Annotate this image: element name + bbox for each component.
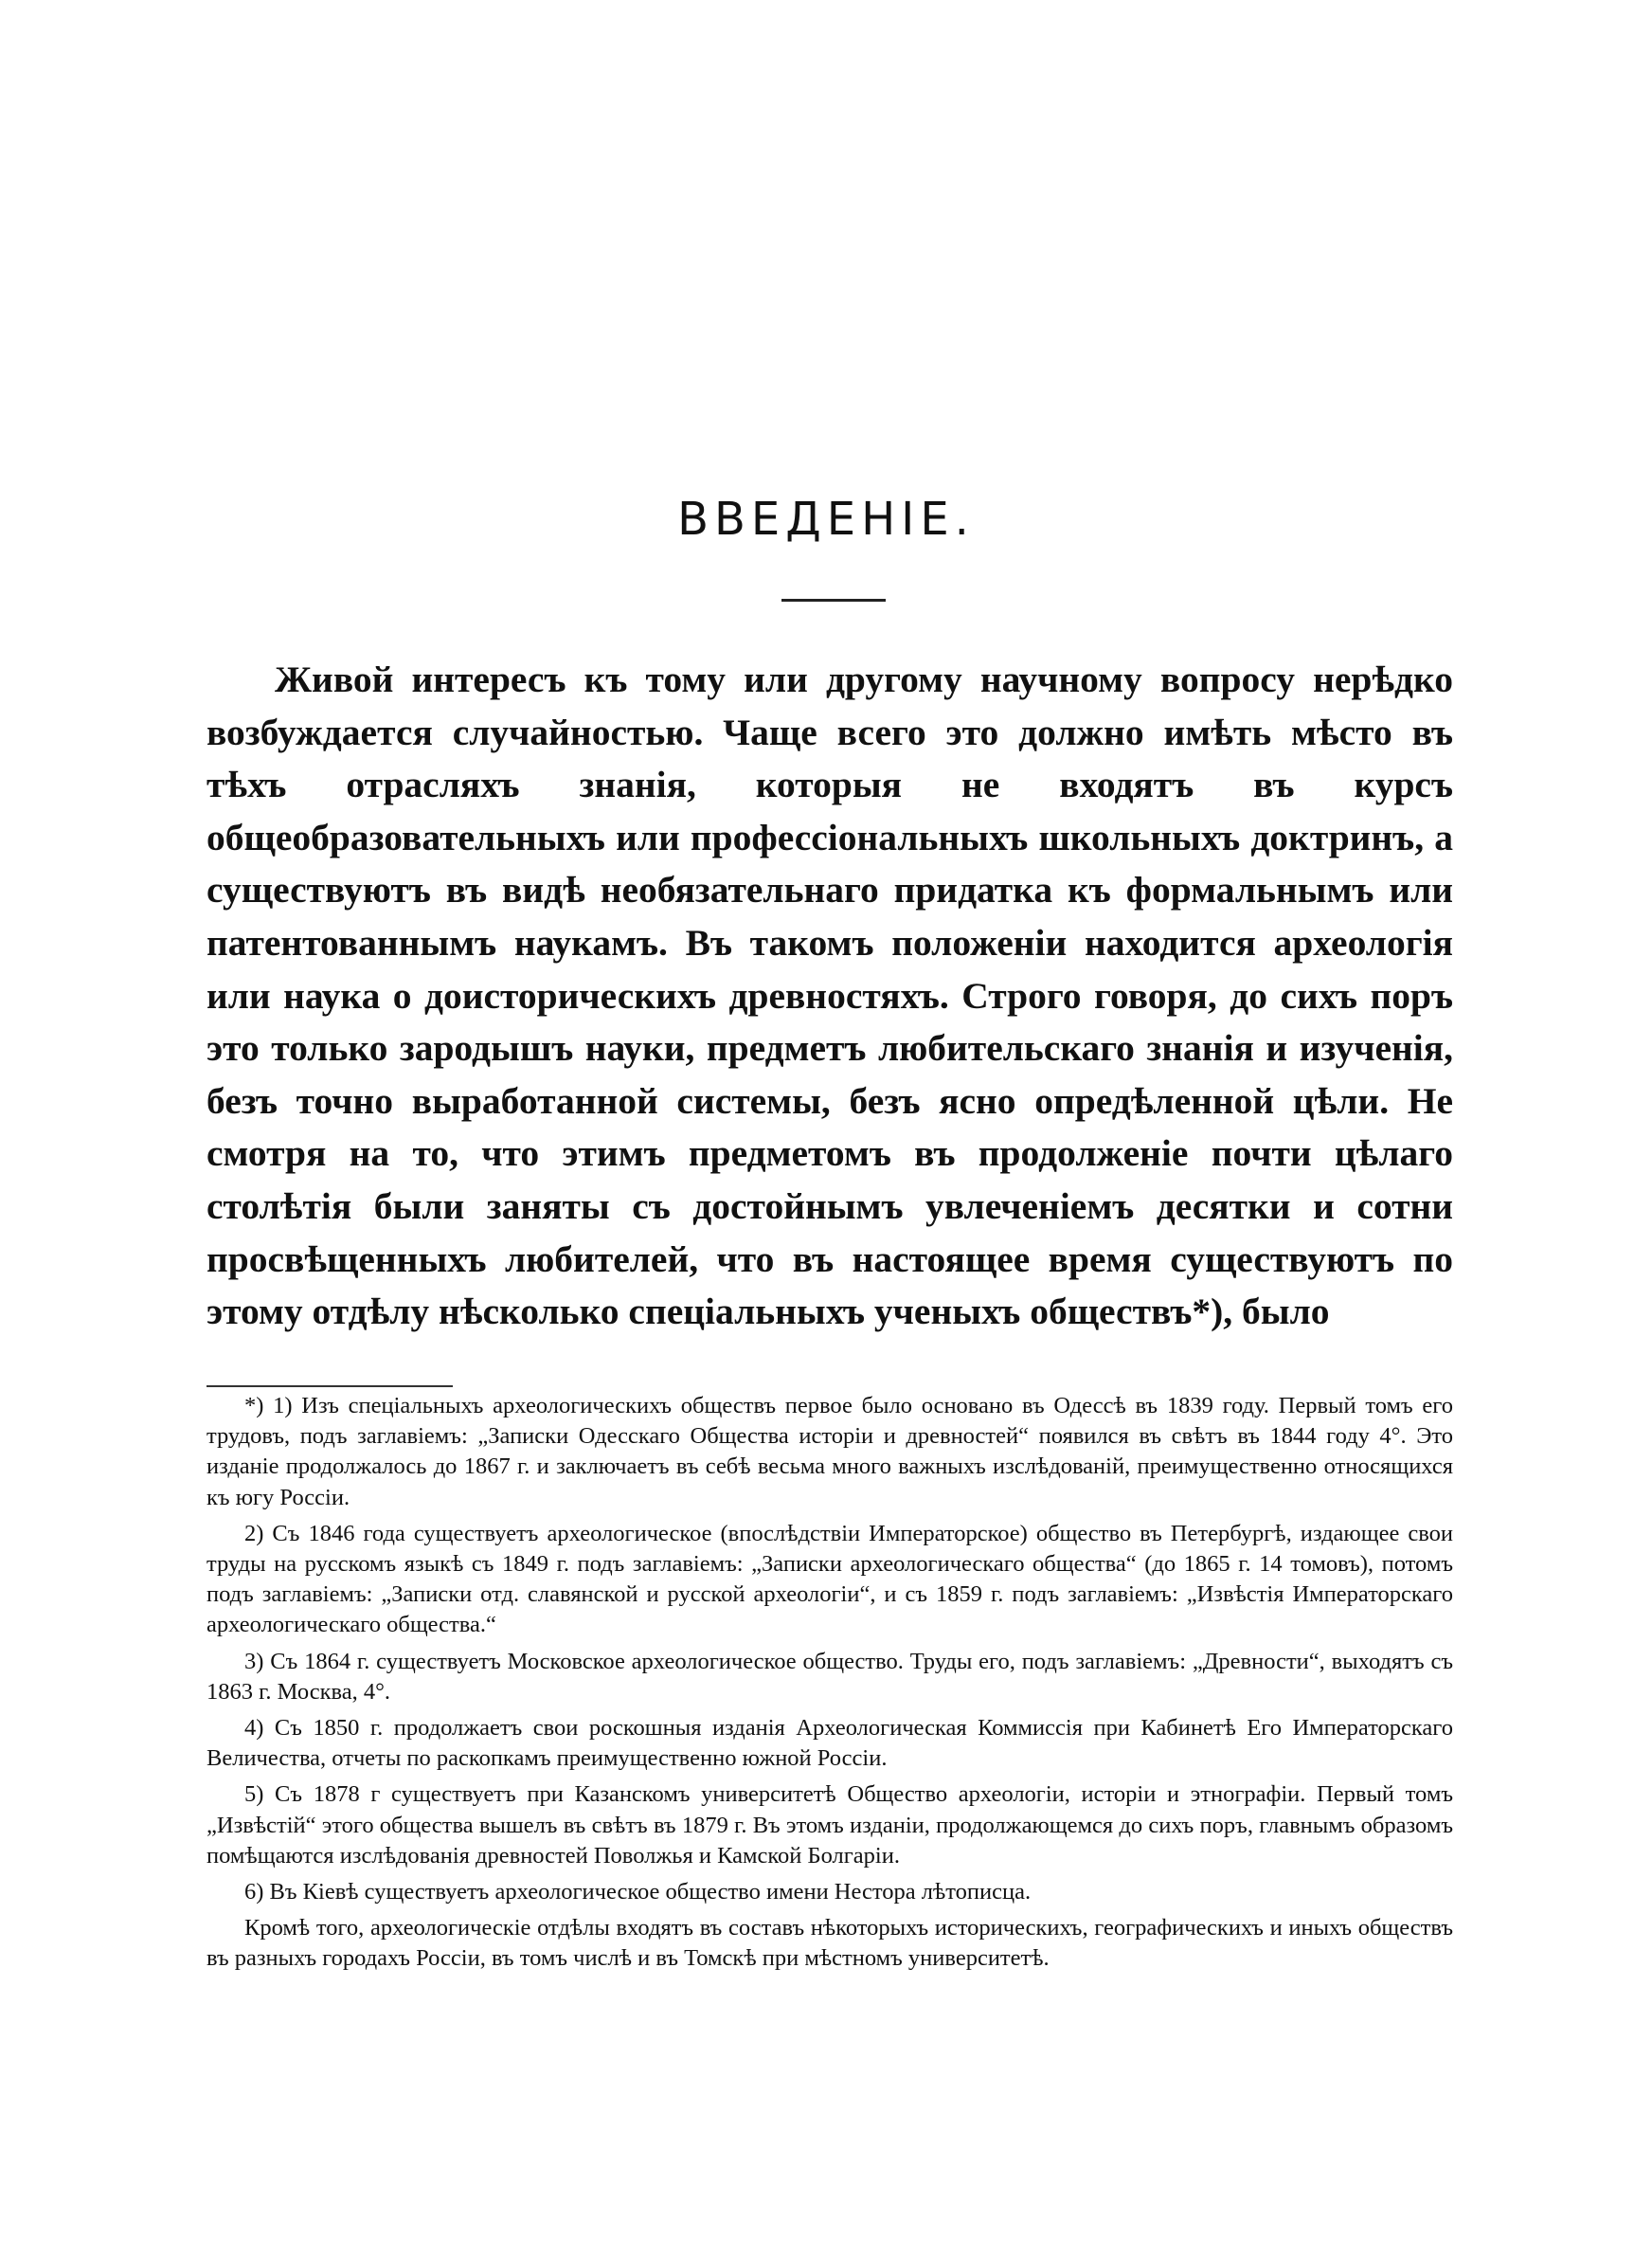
page-title: ВВЕДЕНІЕ. <box>677 493 975 546</box>
footnotes <box>206 1391 1453 1980</box>
footnote-divider <box>206 1385 453 1387</box>
body-paragraph: Живой интересъ къ тому или другому научному вопросу нерѣдко возбуждается случайностью. Чаще всего это должно имѣть мѣсто въ тѣхъ отрасляхъ знанія, которыя не входятъ въ курсъ общеобразовательныхъ или профессіональныхъ школьныхъ доктринъ, а существуютъ въ видѣ необязательнаго придатка къ формальнымъ или патентованнымъ наукамъ. Въ такомъ положеніи находится археологія или наука о доисторическихъ древностяхъ. Строго говоря, до сихъ поръ это только зародышъ науки, предметъ любительскаго знанія и изученія, безъ точно выработанной системы, безъ ясно опредѣленной цѣли. Не смотря на то, что этимъ предметомъ въ продолженіе почти цѣлаго столѣтія были заняты съ достойнымъ увлеченіемъ десятки и сотни просвѣщенныхъ любителей, что въ настоящее время существуютъ по этому отдѣлу нѣсколько спеціальныхъ ученыхъ обществъ*), было <box>206 659 1453 1333</box>
title-divider <box>781 599 886 602</box>
footnote-5: 5) Съ 1878 г существуетъ при Казанскомъ университетѣ Общество археологіи, исторіи и этнографіи. Первый томъ „Извѣстій“ этого общества вышелъ въ свѣтъ въ 1879 г. Въ этомъ изданіи, продолжающемся до сихъ поръ, главнымъ образомъ помѣщаются изслѣдованія древностей Поволжья и Камской Болгаріи. <box>206 1781 1453 1869</box>
footnote-4: 4) Съ 1850 г. продолжаетъ свои роскошныя изданія Археологическая Коммиссія при Кабинетѣ Его Императорскаго Величества, отчеты по раскопкамъ преимущественно южной Россіи. <box>206 1715 1453 1772</box>
footnote-6: 6) Въ Кіевѣ существуетъ археологическое общество имени Нестора лѣтописца. <box>244 1879 1032 1905</box>
footnote-1: *) 1) Изъ спеціальныхъ археологическихъ обществъ первое было основано въ Одессѣ въ 1839 году. Первый томъ его трудовъ, подъ заглавіемъ: „Записки Одесскаго Общества исторіи и древностей“ появился въ свѣтъ въ 1844 году 4°. Это изданіе продолжалось до 1867 г. и заключаетъ въ себѣ весьма много важныхъ изслѣдованій, преимущественно относящихся къ югу Россіи. <box>206 1393 1453 1510</box>
footnote-3: 3) Съ 1864 г. существуетъ Московское археологическое общество. Труды его, подъ заглавіемъ: „Древности“, выходятъ съ 1863 г. Москва, 4°. <box>206 1648 1453 1705</box>
footnote-note: Кромѣ того, археологическіе отдѣлы входятъ въ составъ нѣкоторыхъ историческихъ, географическихъ и иныхъ обществъ въ разныхъ городахъ Россіи, въ томъ числѣ и въ Томскѣ при мѣстномъ университетѣ. <box>206 1915 1453 1972</box>
footnote-2: 2) Съ 1846 года существуетъ археологическое (впослѣдствіи Императорское) общество въ Петербургѣ, издающее свои труды на русскомъ языкѣ съ 1849 г. подъ заглавіемъ: „Записки археологическаго общества“ (до 1865 г. 14 томовъ), потомъ подъ заглавіемъ: „Записки отд. славянской и русской археологіи“, и съ 1859 г. подъ заглавіемъ: „Извѣстія Императорскаго археологическаго общества.“ <box>206 1520 1453 1638</box>
